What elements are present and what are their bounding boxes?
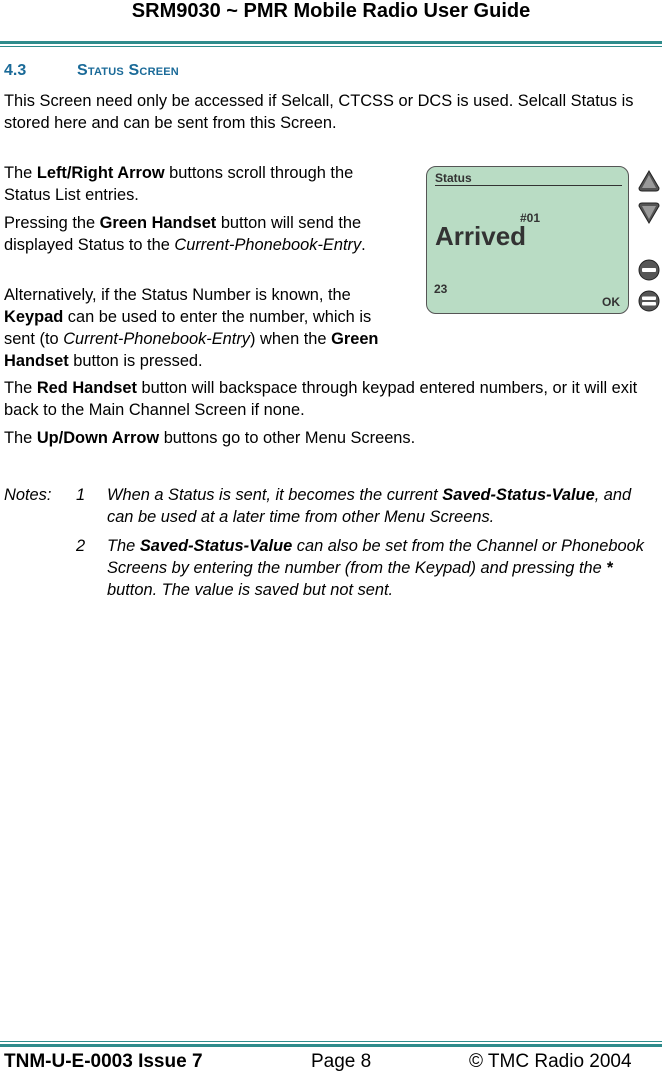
header-rule-thick bbox=[0, 41, 662, 44]
note-number: 2 bbox=[76, 537, 86, 555]
up-down-arrow-term: Up/Down Arrow bbox=[36, 429, 160, 447]
lcd-title-underline bbox=[435, 185, 622, 186]
footer-document-id: TNM-U-E-0003 Issue 7 bbox=[4, 1051, 203, 1072]
note-number: 1 bbox=[76, 486, 86, 504]
green-handset-paragraph: Pressing the Green Handset button will send the displayed Status to the Current-Phonebook-Entry. bbox=[4, 214, 366, 254]
footer-rule-thick bbox=[0, 1044, 662, 1047]
intro-paragraph: This Screen need only be accessed if Selcall, CTCSS or DCS is used. Selcall Status is stored here and can be sent from this Screen. bbox=[4, 92, 634, 132]
up-down-paragraph: The Up/Down Arrow buttons go to other Menu Screens. bbox=[4, 429, 416, 447]
section-title: Status Screen bbox=[77, 62, 179, 79]
red-handset-term: Red Handset bbox=[36, 379, 137, 397]
down-arrow-icon[interactable] bbox=[638, 202, 660, 224]
green-handset-term: Green Handset bbox=[99, 214, 217, 232]
keypad-term: Keypad bbox=[4, 308, 64, 326]
note-text: The Saved-Status-Value can also be set from the Channel or Phonebook Screens by entering the number (from the Keypad) and pressing the * button. The value is saved but not sent. bbox=[107, 537, 644, 599]
green-handset-icon[interactable] bbox=[638, 290, 660, 312]
red-handset-icon[interactable] bbox=[638, 259, 660, 281]
keypad-paragraph: Alternatively, if the Status Number is known, the Keypad can be used to enter the number, which is sent (to Current-Phonebook-Entry) when the Green Handset button is pressed. bbox=[4, 286, 379, 370]
footer-rule-thin bbox=[0, 1041, 662, 1042]
section-number: 4.3 bbox=[4, 62, 27, 79]
footer-page-number: Page 8 bbox=[311, 1051, 372, 1072]
lcd-title: Status bbox=[435, 171, 472, 185]
lcd-status-text: Arrived bbox=[435, 221, 527, 251]
lcd-ok-softkey: OK bbox=[602, 295, 620, 309]
notes-label: Notes: bbox=[4, 486, 52, 504]
lcd-status-screen bbox=[426, 166, 629, 314]
up-arrow-icon[interactable] bbox=[638, 170, 660, 192]
red-handset-paragraph: The Red Handset button will backspace through keypad entered numbers, or it will exit back to the Main Channel Screen if none. bbox=[4, 379, 638, 419]
lcd-status-number: #01 bbox=[520, 211, 541, 225]
page-header-title: SRM9030 ~ PMR Mobile Radio User Guide bbox=[131, 0, 531, 22]
lcd-entry-count: 23 bbox=[434, 282, 448, 296]
left-right-arrow-term: Left/Right Arrow bbox=[36, 164, 165, 182]
note-text: When a Status is sent, it becomes the current Saved-Status-Value, and can be used at a later time from other Menu Screens. bbox=[107, 486, 632, 526]
header-rule-thin bbox=[0, 46, 662, 47]
footer-copyright: © TMC Radio 2004 bbox=[469, 1051, 632, 1072]
left-right-paragraph: The Left/Right Arrow buttons scroll through the Status List entries. bbox=[4, 164, 354, 204]
